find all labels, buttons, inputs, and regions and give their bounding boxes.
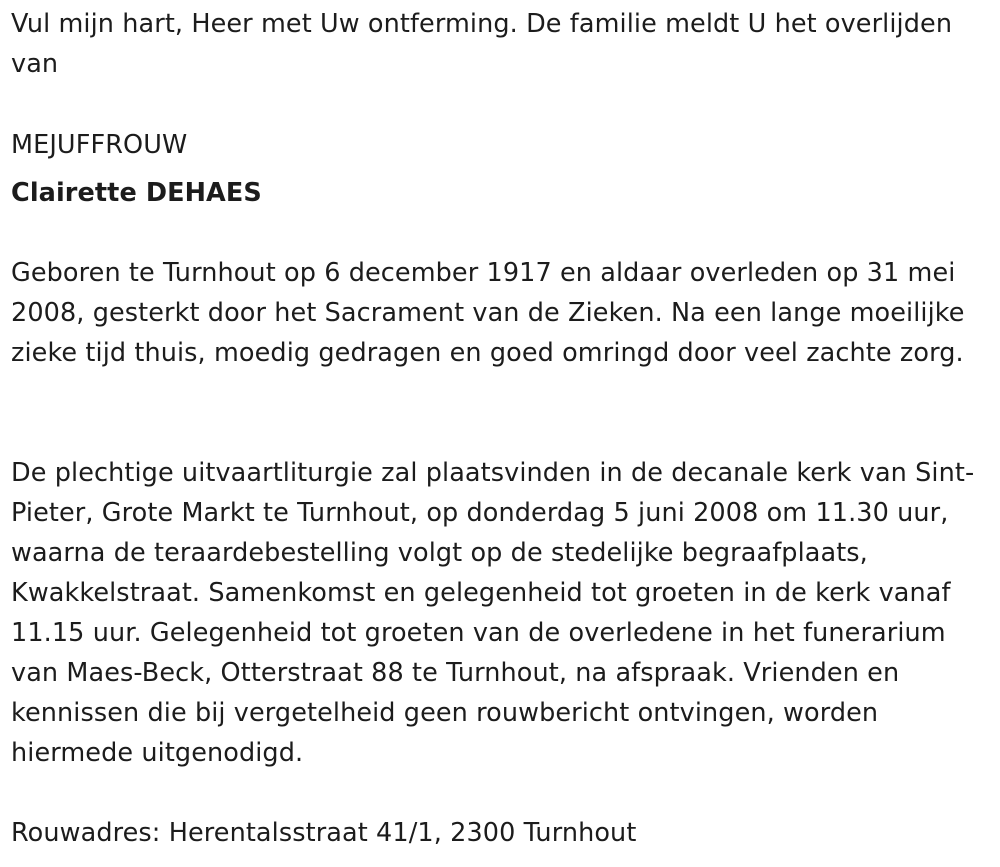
mourning-address: Rouwadres: Herentalsstraat 41/1, 2300 Turnhout	[11, 818, 637, 848]
funeral-paragraph: De plechtige uitvaartliturgie zal plaatsvinden in de decanale kerk van Sint-Pieter, Grote Markt te Turnhout, op donderdag 5 juni 2008 om 11.30 uur, waarna de teraardebestelling volgt op de stedelijke begraafplaats, Kwakkelstraat. Samenkomst en gelegenheid tot groeten in de kerk vanaf 11.15 uur. Gelegenheid tot groeten van de overledene in het funerarium van Maes-Beck, Otterstraat 88 te Turnhout, na afspraak. Vrienden en kennissen die bij vergetelheid geen rouwbericht ontvingen, worden hiermede uitgenodigd.	[11, 458, 975, 768]
deceased-name: Clairette DEHAES	[11, 178, 262, 208]
birth-death-paragraph: Geboren te Turnhout op 6 december 1917 en aldaar overleden op 31 mei 2008, gesterkt door het Sacrament van de Zieken. Na een lange moeilijke zieke tijd thuis, moedig gedragen en goed omringd door veel zachte zorg.	[11, 258, 965, 368]
intro-paragraph: Vul mijn hart, Heer met Uw ontferming. De familie meldt U het overlijden van	[11, 9, 953, 79]
honorific-title: MEJUFFROUW	[11, 130, 188, 160]
